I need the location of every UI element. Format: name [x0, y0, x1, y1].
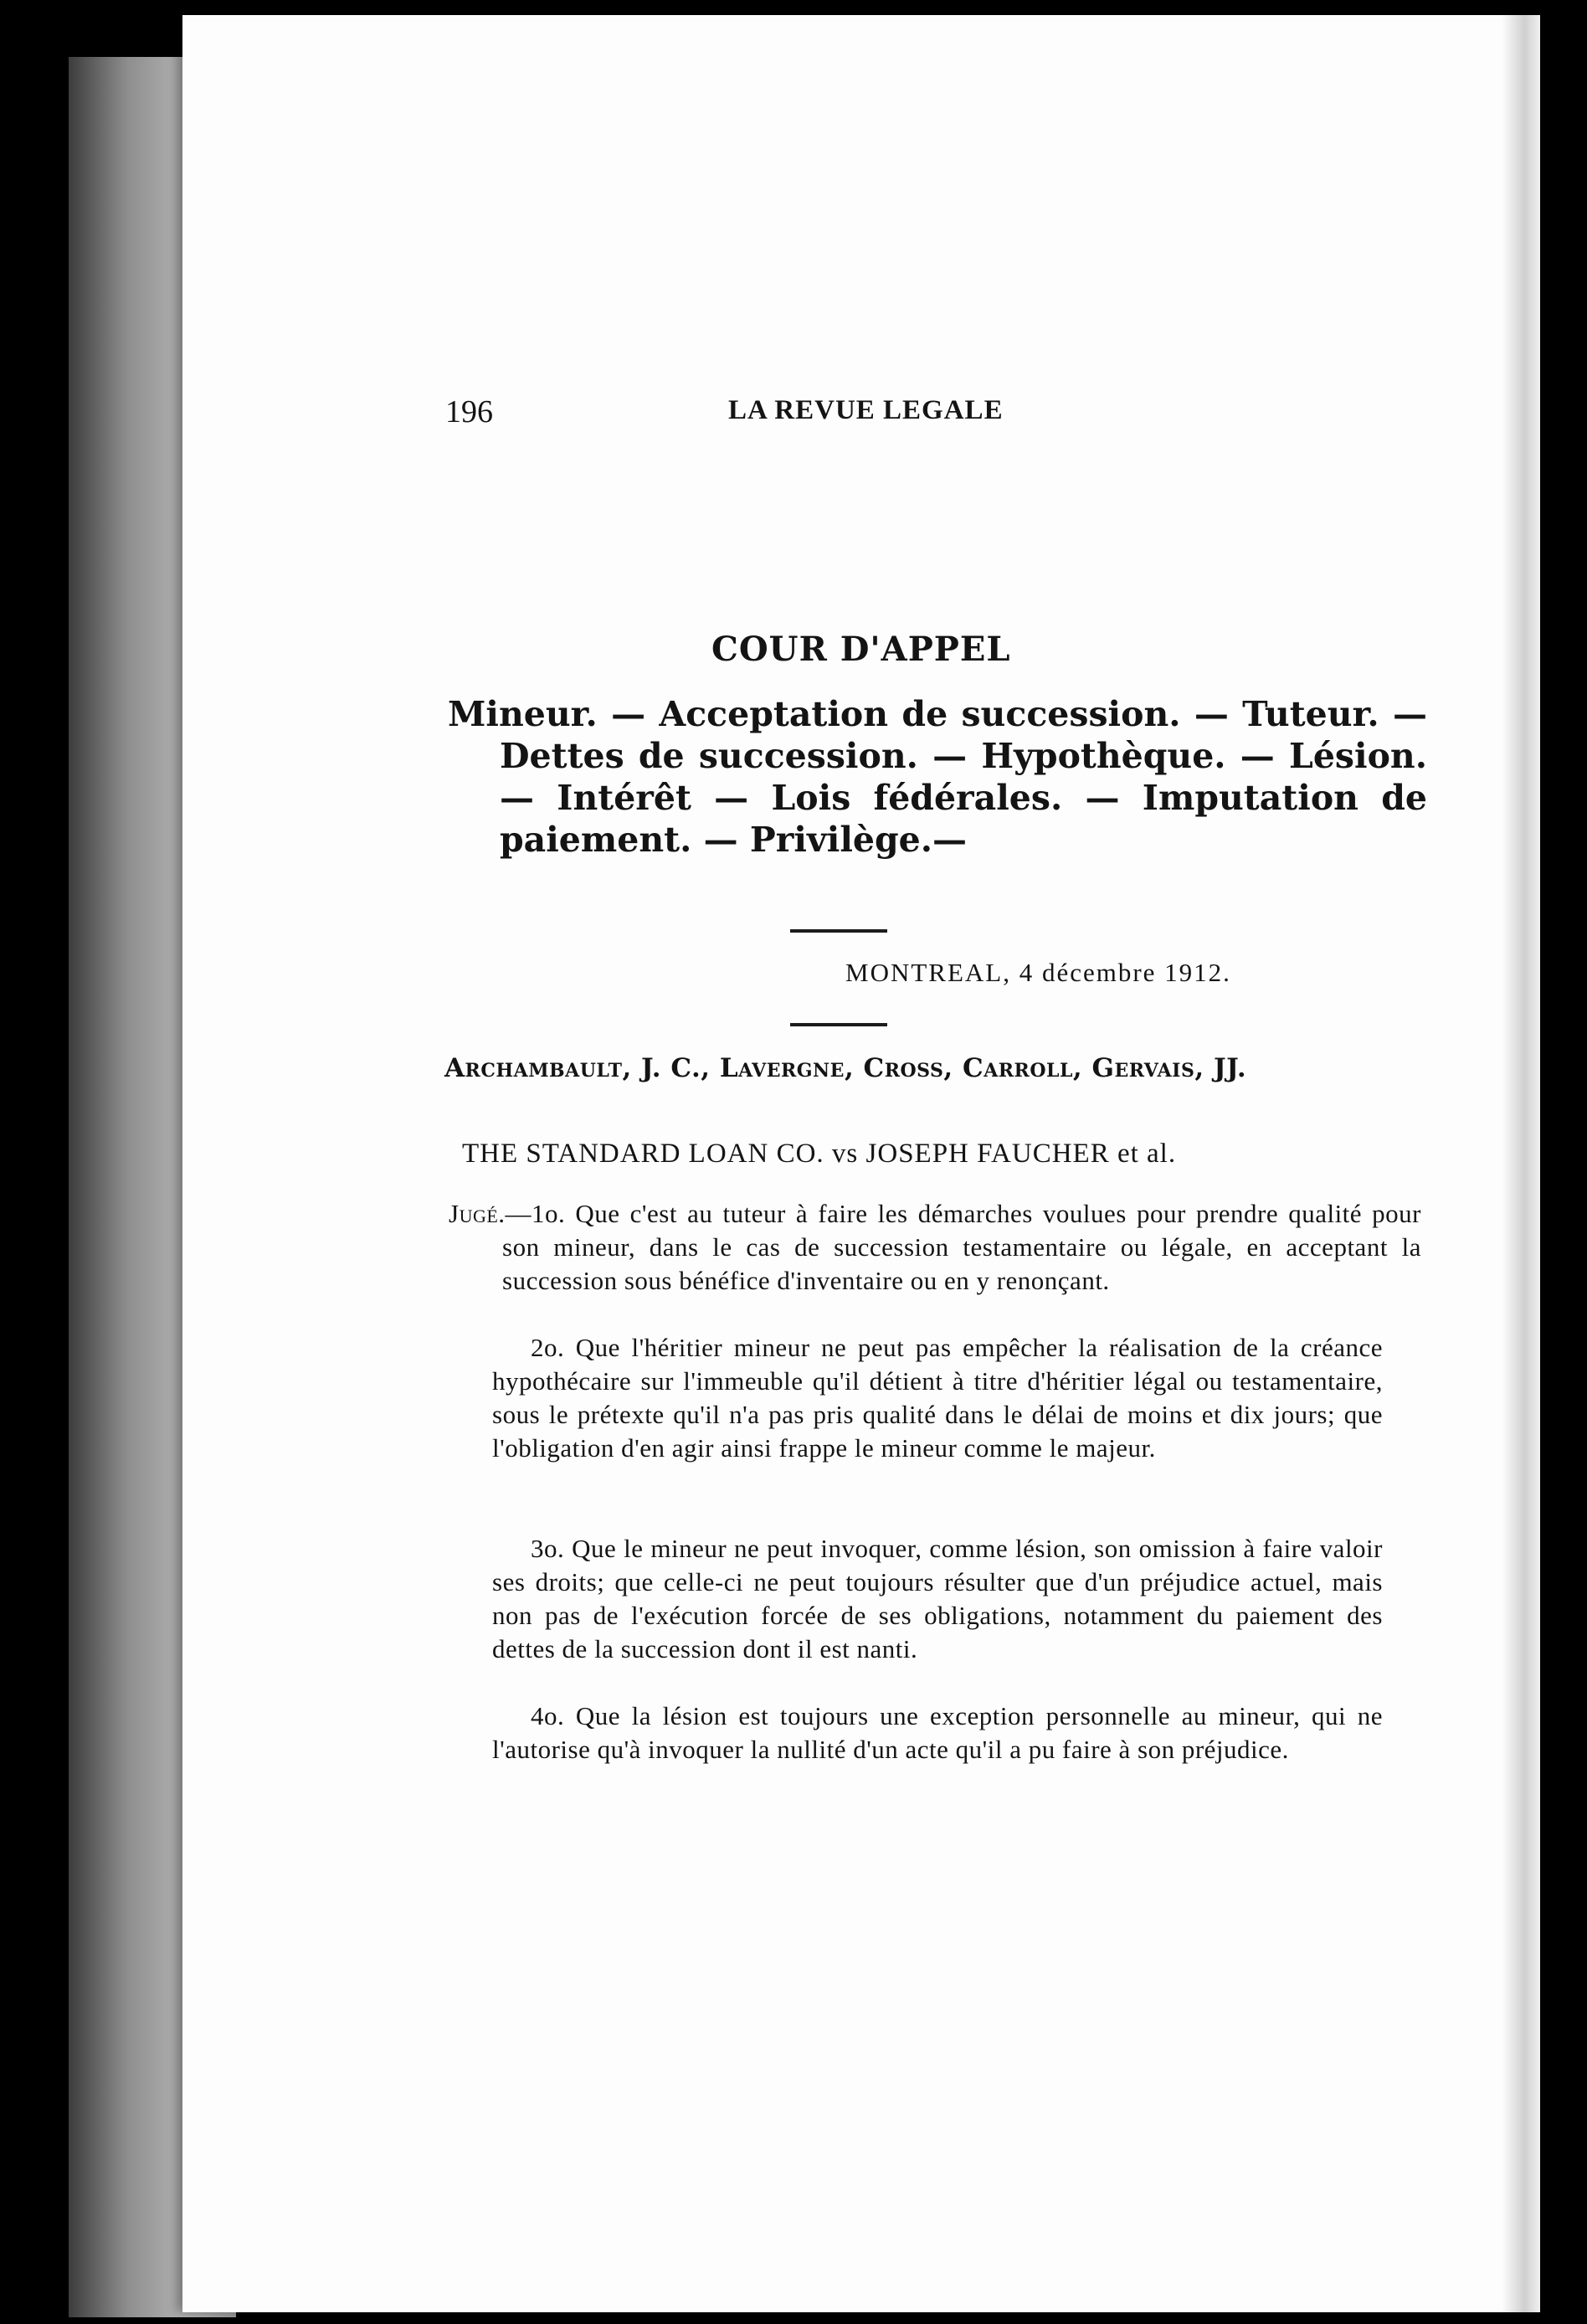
holding-2: 2o. Que l'héritier mineur ne peut pas empêcher la réalisation de la créance hypothécaire sur l'immeuble qu'il détient à titre d'héritier légal ou testamentaire, sous le prétexte qu'il n'a pas pris qualité dans le délai de moins et dix jours; que l'obligation d'en agir ainsi frappe le mineur comme le majeur. — [492, 1333, 1383, 1463]
holding-lead: Jugé. — [449, 1199, 506, 1228]
holding-1-text: —1o. Que c'est au tuteur à faire les démarches voulues pour prendre qualité pour son mineur, dans le cas de succession testamentaire ou légale, en acceptant la succession sous bénéfice d'inventaire ou en y renonçant. — [502, 1199, 1421, 1295]
page-number: 196 — [445, 394, 493, 429]
judges-line: Archambault, J. C., Lavergne, Cross, Carroll, Gervais, JJ. — [444, 1053, 1247, 1083]
holding-4: 4o. Que la lésion est toujours une exception personnelle au mineur, qui ne l'autorise qu'à invoquer la nullité d'un acte qu'il a pu faire à son préjudice. — [492, 1701, 1383, 1764]
case-title: THE STANDARD LOAN CO. vs JOSEPH FAUCHER et al. — [462, 1139, 1177, 1169]
holding-1 — [449, 1197, 1421, 1298]
holding-3: 3o. Que le mineur ne peut invoquer, comme lésion, son omission à faire valoir ses droits; que celle-ci ne peut toujours résulter que d'un préjudice actuel, mais non pas de l'exécution forcée de ses obligations, notamment du paiement des dettes de la succession dont il est nanti. — [492, 1534, 1383, 1663]
headnote-keywords: Mineur. — Acceptation de succession. — Tuteur. — Dettes de succession. — Hypothèque. — Lésion. — Intérêt — Lois fédérales. — Imputation de paiement. — Privilège.— — [448, 694, 1427, 860]
separator-rule — [790, 1023, 887, 1026]
page-edge-shadow — [1502, 15, 1540, 2312]
court-title: COUR D'APPEL — [711, 630, 1011, 669]
place-date: MONTREAL, 4 décembre 1912. — [845, 958, 1231, 987]
separator-rule — [790, 929, 887, 933]
running-title: LA REVUE LEGALE — [728, 395, 1004, 425]
